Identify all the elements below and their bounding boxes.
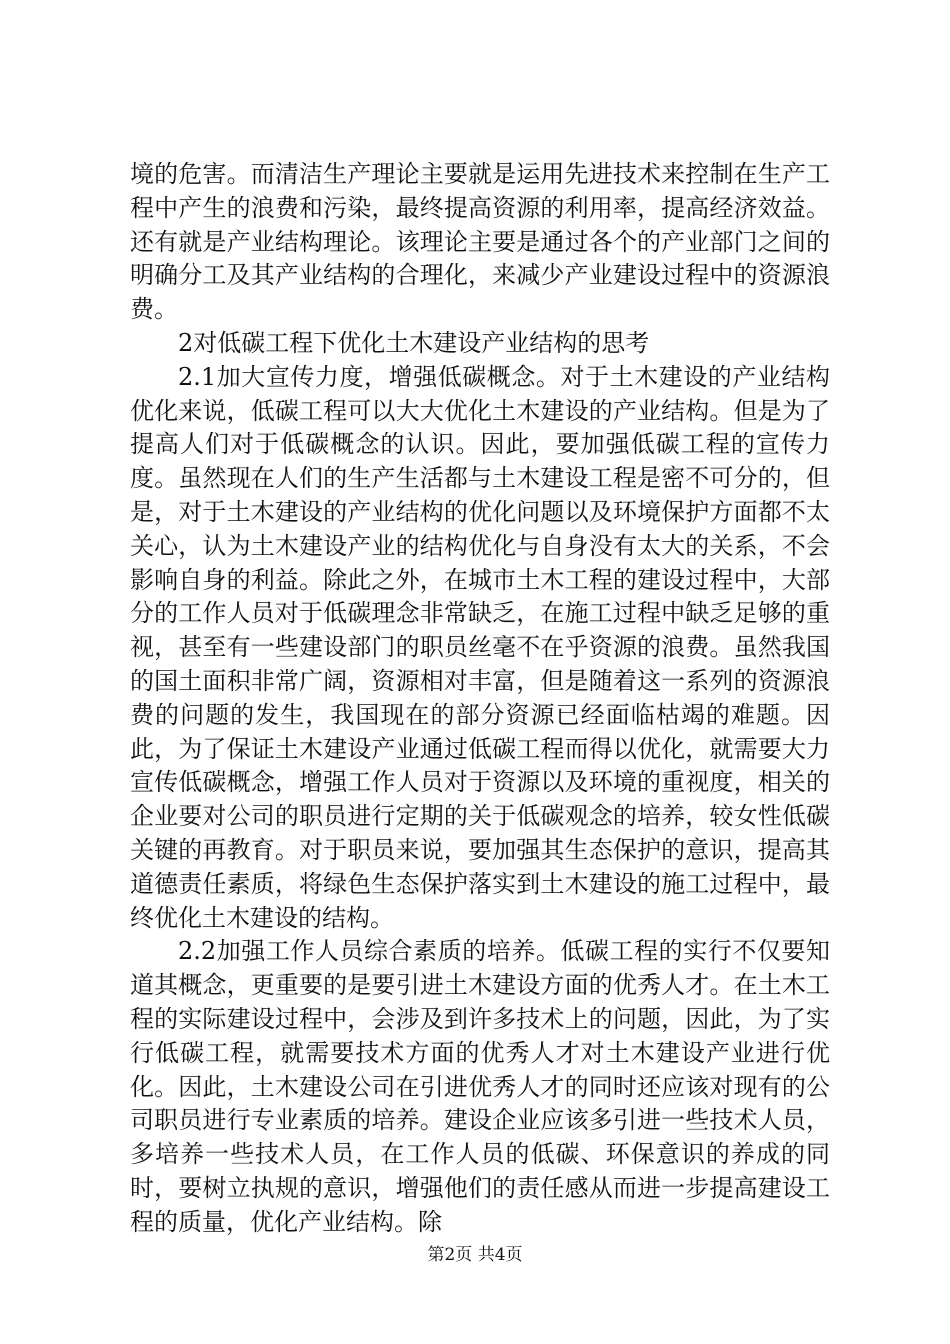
paragraph-2-2: 2.2加强工作人员综合素质的培养。低碳工程的实行不仅要知道其概念，更重要的是要引进土木建设方面的优秀人才。在土木工程的实际建设过程中，会涉及到许多技术上的问题，因此，为了实行低碳工程，就需要技术方面的优秀人才对土木建设产业进行优化。因此，土木建设公司在引进优秀人才的同时还应该对现有的公司职员进行专业素质的培养。建设企业应该多引进一些技术人员，多培养一些技术人员，在工作人员的低碳、环保意识的养成的同时，要树立执规的意识，增强他们的责任感从而进一步提高建设工程的质量，优化产业结构。除 <box>130 937 830 1236</box>
paragraph-continued: 境的危害。而清洁生产理论主要就是运用先进技术来控制在生产工程中产生的浪费和污染，最终提高资源的利用率，提高经济效益。还有就是产业结构理论。该理论主要是通过各个的产业部门之间的明确分工及其产业结构的合理化，来减少产业建设过程中的资源浪费。 <box>130 160 830 324</box>
section-heading: 2对低碳工程下优化土木建设产业结构的思考 <box>178 328 650 357</box>
paragraph-2-1: 2.1加大宣传力度，增强低碳概念。对于土木建设的产业结构优化来说，低碳工程可以大大优化土木建设的产业结构。但是为了提高人们对于低碳概念的认识。因此，要加强低碳工程的宣传力度。虽然现在人们的生产生活都与土木建设工程是密不可分的，但是，对于土木建设的产业结构的优化问题以及环境保护方面都不太关心，认为土木建设产业的结构优化与自身没有太大的关系，不会影响自身的利益。除此之外，在城市土木工程的建设过程中，大部分的工作人员对于低碳理念非常缺乏，在施工过程中缺乏足够的重视，甚至有一些建设部门的职员丝毫不在乎资源的浪费。虽然我国的国土面积非常广阔，资源相对丰富，但是随着这一系列的资源浪费的问题的发生，我国现在的部分资源已经面临枯竭的难题。因此，为了保证土木建设产业通过低碳工程而得以优化，就需要大力宣传低碳概念，增强工作人员对于资源以及环境的重视度，相关的企业要对公司的职员进行定期的关于低碳观念的培养，较女性低碳关键的再教育。对于职员来说，要加强其生态保护的意识，提高其道德责任素质，将绿色生态保护落实到土木建设的施工过程中，最终优化土木建设的结构。 <box>130 362 830 932</box>
document-body <box>130 158 830 1240</box>
page-number-footer: 第2页 共4页 <box>427 1245 523 1265</box>
